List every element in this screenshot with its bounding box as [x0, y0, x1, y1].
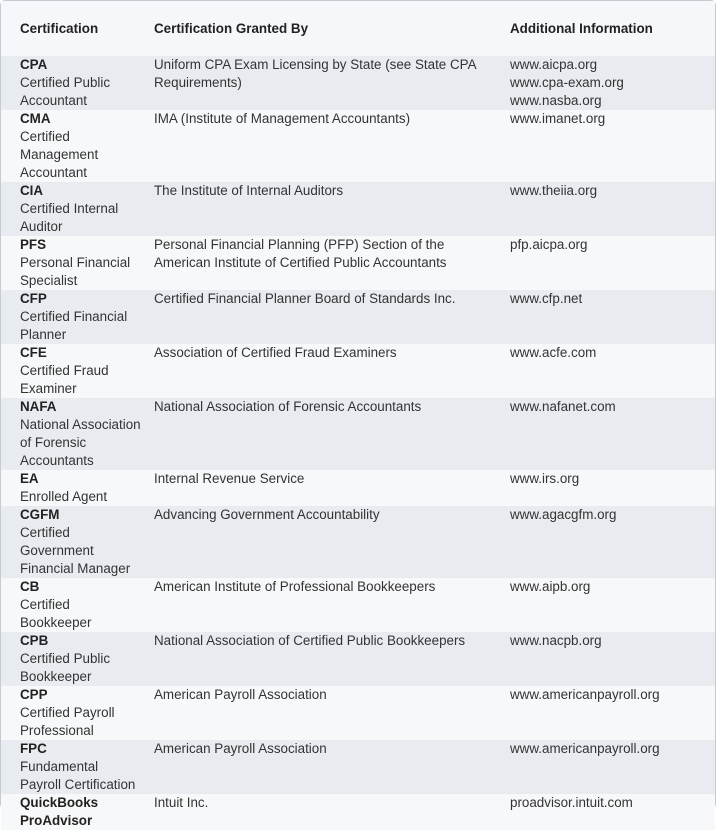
certification-abbreviation: CIA	[20, 183, 44, 198]
website-link[interactable]: www.nafanet.com	[510, 399, 616, 414]
certification-full-name: Fundamental Payroll Certification	[20, 759, 136, 792]
table-header-row	[1, 1, 715, 56]
table-row	[1, 182, 715, 236]
additional-info-cell	[504, 686, 715, 740]
additional-info-cell	[504, 470, 715, 506]
certification-full-name: Certified Public Bookkeeper	[20, 651, 111, 684]
granted-by-cell: American Institute of Professional Bookkeepers	[148, 578, 504, 632]
granted-by-cell: Uniform CPA Exam Licensing by State (see State CPA Requirements)	[148, 56, 504, 110]
website-link[interactable]: proadvisor.intuit.com	[510, 795, 633, 810]
additional-info-cell	[504, 290, 715, 344]
website-link[interactable]: www.agacgfm.org	[510, 507, 617, 522]
certification-cell	[1, 632, 148, 686]
table-row	[1, 398, 715, 470]
granted-by-cell: Internal Revenue Service	[148, 470, 504, 506]
certification-abbreviation: FPC	[20, 741, 47, 756]
certification-table	[1, 1, 715, 830]
additional-info-cell	[504, 236, 715, 290]
certification-abbreviation: CFE	[20, 345, 47, 360]
column-header-additional-info: Additional Information	[504, 1, 715, 56]
granted-by-cell: Intuit Inc.	[148, 794, 504, 830]
certification-full-name: Certified Bookkeeper	[20, 597, 92, 630]
granted-by-cell: American Payroll Association	[148, 740, 504, 794]
certification-full-name: Certified Financial Planner	[20, 309, 128, 342]
additional-info-cell	[504, 56, 715, 110]
certification-cell	[1, 578, 148, 632]
certification-cell	[1, 506, 148, 578]
website-link[interactable]: www.irs.org	[510, 471, 580, 486]
additional-info-cell	[504, 506, 715, 578]
table-row	[1, 794, 715, 830]
granted-by-cell: Personal Financial Planning (PFP) Section of the American Institute of Certified Public Accountants	[148, 236, 504, 290]
website-link[interactable]: www.imanet.org	[510, 111, 606, 126]
certification-abbreviation: CB	[20, 579, 40, 594]
certification-cell	[1, 686, 148, 740]
certification-cell	[1, 344, 148, 398]
table-row	[1, 236, 715, 290]
certification-cell	[1, 56, 148, 110]
certification-full-name: National Association of Forensic Accountants	[20, 417, 141, 468]
certification-cell	[1, 236, 148, 290]
additional-info-cell	[504, 740, 715, 794]
website-link[interactable]: www.acfe.com	[510, 345, 597, 360]
additional-info-cell	[504, 344, 715, 398]
certification-abbreviation: CGFM	[20, 507, 60, 522]
table-row	[1, 290, 715, 344]
additional-info-cell	[504, 398, 715, 470]
certification-abbreviation: CPA	[20, 57, 48, 72]
certification-abbreviation: CPB	[20, 633, 49, 648]
additional-info-cell	[504, 110, 715, 182]
certification-abbreviation: NAFA	[20, 399, 57, 414]
certification-full-name: Certified Fraud Examiner	[20, 363, 109, 396]
certification-full-name: Certified Payroll Professional	[20, 705, 115, 738]
website-link[interactable]: www.americanpayroll.org	[510, 741, 660, 756]
certification-abbreviation: CFP	[20, 291, 47, 306]
granted-by-cell: National Association of Certified Public Bookkeepers	[148, 632, 504, 686]
certification-abbreviation: EA	[20, 471, 39, 486]
table-row	[1, 344, 715, 398]
certification-full-name: Certified Public Accountant	[20, 75, 111, 108]
website-link[interactable]: www.nasba.org	[510, 93, 602, 108]
table-row	[1, 686, 715, 740]
table-row	[1, 632, 715, 686]
certification-abbreviation: PFS	[20, 237, 47, 252]
table-row	[1, 56, 715, 110]
additional-info-cell	[504, 632, 715, 686]
certification-cell	[1, 740, 148, 794]
table-row	[1, 740, 715, 794]
table-row	[1, 578, 715, 632]
certification-full-name: Enrolled Agent	[20, 489, 108, 504]
table-row	[1, 506, 715, 578]
granted-by-cell: National Association of Forensic Accountants	[148, 398, 504, 470]
certification-abbreviation: CMA	[20, 111, 51, 126]
certification-full-name: Certified Management Accountant	[20, 129, 99, 180]
column-header-certification: Certification	[1, 1, 148, 56]
additional-info-cell	[504, 182, 715, 236]
column-header-granted-by: Certification Granted By	[148, 1, 504, 56]
website-link[interactable]: www.americanpayroll.org	[510, 687, 660, 702]
website-link[interactable]: www.nacpb.org	[510, 633, 602, 648]
granted-by-cell: American Payroll Association	[148, 686, 504, 740]
certification-cell	[1, 398, 148, 470]
website-link[interactable]: www.cfp.net	[510, 291, 583, 306]
table-row	[1, 470, 715, 506]
website-link[interactable]: www.aicpa.org	[510, 57, 598, 72]
certification-full-name: Certified Internal Auditor	[20, 201, 119, 234]
website-link[interactable]: www.theiia.org	[510, 183, 598, 198]
certification-cell	[1, 794, 148, 830]
website-link[interactable]: www.cpa-exam.org	[510, 75, 624, 90]
website-link[interactable]: www.aipb.org	[510, 579, 591, 594]
certification-cell	[1, 110, 148, 182]
granted-by-cell: The Institute of Internal Auditors	[148, 182, 504, 236]
granted-by-cell: IMA (Institute of Management Accountants)	[148, 110, 504, 182]
certification-abbreviation: QuickBooks ProAdvisor	[20, 795, 99, 828]
certification-full-name: Certified Government Financial Manager	[20, 525, 131, 576]
certification-cell	[1, 290, 148, 344]
table-body	[1, 56, 715, 830]
granted-by-cell: Certified Financial Planner Board of Standards Inc.	[148, 290, 504, 344]
granted-by-cell: Association of Certified Fraud Examiners	[148, 344, 504, 398]
granted-by-cell: Advancing Government Accountability	[148, 506, 504, 578]
additional-info-cell	[504, 794, 715, 830]
certification-cell	[1, 470, 148, 506]
certification-cell	[1, 182, 148, 236]
table-row	[1, 110, 715, 182]
website-link[interactable]: pfp.aicpa.org	[510, 237, 588, 252]
additional-info-cell	[504, 578, 715, 632]
certification-full-name: Personal Financial Specialist	[20, 255, 131, 288]
certification-abbreviation: CPP	[20, 687, 48, 702]
